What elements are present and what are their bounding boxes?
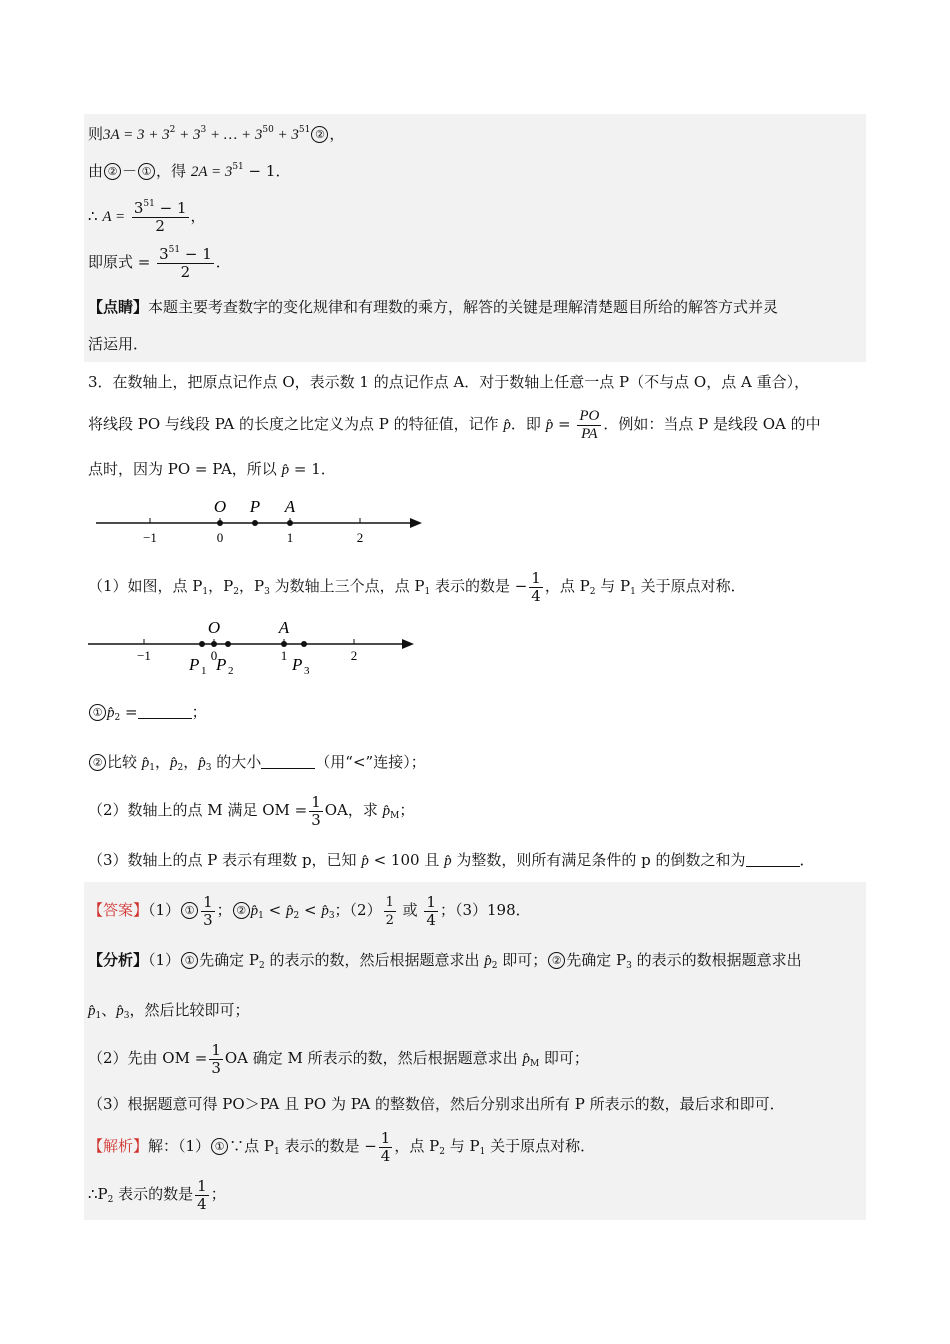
point-p xyxy=(252,520,258,526)
solution-line-3: ∴ A = $\frac{3^{51} - 1}{2}$ ， xyxy=(88,198,206,235)
problem3-para-1: 3．在数轴上，把原点记作点 O，表示数 1 的点记作点 A．对于数轴上任意一点 P（不与点 O，点 A 重合）， xyxy=(88,373,810,391)
label-p1-sub: 1 xyxy=(201,665,207,677)
label-p3-sub: 3 xyxy=(304,665,310,677)
analysis-line-3: （2）先由 OM = $\frac{1}{3}$ OA 确定 M 所表示的数，然后根据题意求出 $p̂_M$ 即可； xyxy=(88,1040,589,1077)
point-o xyxy=(217,520,223,526)
solution-top-block xyxy=(84,114,866,362)
answer-line: 【答案】（1） ① $\frac{1}{3}$ ； ② $p̂_1$ < $p̂_2$ < $p̂_3$；（2） $\frac{1}{2}$ 或 $\frac{1}{4}$ ；（3）198． xyxy=(88,892,531,929)
circle-mark-2: ② xyxy=(311,126,328,143)
tick-neg1: −1 xyxy=(143,530,157,545)
fraction: $\frac{3^{51} - 1}{2}$ xyxy=(133,198,187,235)
solution-line-1: 则$3A = 3 + 3^2 + 3^3$ + … + $3^{50} + 3^{51}$ ② ， xyxy=(88,125,345,143)
label-p1: P xyxy=(189,655,200,674)
analysis-line-2: $p̂_1$、$p̂_3$，然后比较即可； xyxy=(88,1001,250,1021)
solution-line-a: 【解析】解：（1） ① ∵点 $P_1$ 表示的数是 − $\frac{1}{4}$ ，点 $P_2$ 与 $P_1$ 关于原点对称． xyxy=(88,1128,596,1165)
analysis-line-4: （3）根据题意可得 PO＞PA 且 PO 为 PA 的整数倍，然后分别求出所有 P 所表示的数，最后求和即可． xyxy=(88,1095,785,1113)
question-2: ② 比较 $p̂_1$，$p̂_2$，$p̂_3$ 的大小 （用“<”连接）； xyxy=(88,752,426,773)
solution-line-4: 即原式 = $\frac{3^{51} - 1}{2}$ ． xyxy=(88,244,231,281)
solution-line-2: 由 ② － ① ，得 $2A = 3^{51} - 1$． xyxy=(88,162,291,180)
solution-line-b: $\therefore P_2$ 表示的数是 $\frac{1}{4}$ ； xyxy=(88,1176,226,1213)
tick-2: 2 xyxy=(350,648,358,663)
comment-line-1: 【点睛】本题主要考查数字的变化规律和有理数的乘方，解答的关键是理解清楚题目所给的解答方式并灵 xyxy=(88,298,779,316)
fraction-po-pa: $\frac{PO}{PA}$ xyxy=(579,407,600,442)
answer-blank-3[interactable] xyxy=(746,852,800,867)
point-p2 xyxy=(225,641,231,647)
label-a: A xyxy=(278,618,290,637)
label-p: P xyxy=(249,497,261,516)
tick-2: 2 xyxy=(356,530,364,545)
label-o: O xyxy=(213,497,227,516)
question-1: ① $p̂_2$ = ； xyxy=(88,702,207,723)
number-line-1 xyxy=(94,492,434,548)
point-p3 xyxy=(301,641,307,647)
tick-1: 1 xyxy=(286,530,294,545)
number-line-2 xyxy=(86,614,426,678)
point-o xyxy=(211,641,217,647)
answer-tag: 【答案】 xyxy=(88,901,149,919)
fraction: $\frac{3^{51} - 1}{2}$ xyxy=(159,244,212,281)
label-a: A xyxy=(284,497,296,516)
label-o: O xyxy=(207,618,221,637)
analysis-line-1: 【分析】（1） ① 先确定 $P_2$ 的表示的数，然后根据题意求出 $p̂_2$ 即可； ② 先确定 $P_3$ 的表示的数根据题意求出 xyxy=(88,951,802,971)
tick-0: 0 xyxy=(210,648,218,663)
sub-question-1: （1）如图，点 $P_1$，$P_2$，$P_3$ 为数轴上三个点，点 $P_1$ 表示的数是 − $\frac{1}{4}$ ，点 $P_2$ 与 $P_1$ 关于原点对称． xyxy=(88,568,746,605)
analysis-tag: 【分析】 xyxy=(88,951,149,969)
comment-line-2: 活运用． xyxy=(88,335,149,353)
sub-question-3: （3）数轴上的点 P 表示有理数 p，已知 p̂ < 100 且 p̂ 为整数，则所有满足条件的 p 的倒数之和为 ． xyxy=(88,851,815,869)
label-p3: P xyxy=(292,655,303,674)
point-p1 xyxy=(199,641,205,647)
sub-question-2: （2）数轴上的点 M 满足 OM = $\frac{1}{3}$ OA，求 $p̂_M$； xyxy=(88,792,415,829)
problem3-para-2: 将线段 PO 与线段 PA 的长度之比定义为点 P 的特征值，记作 p̂．即 p̂ = $\frac{PO}{PA}$ ．例如：当点 P 是线段 OA 的中 xyxy=(88,407,821,442)
tick-1: 1 xyxy=(280,648,288,663)
tick-0: 0 xyxy=(216,530,224,545)
point-a xyxy=(287,520,293,526)
answer-blank-2[interactable] xyxy=(261,754,315,769)
label-p2-sub: 2 xyxy=(228,665,234,677)
point-a xyxy=(281,641,287,647)
answer-blank-1[interactable] xyxy=(138,704,192,719)
tick-neg1: −1 xyxy=(137,648,151,663)
problem3-para-3: 点时，因为 PO = PA，所以 p̂ = 1． xyxy=(88,460,336,478)
label-p2: P xyxy=(216,655,227,674)
solution-tag: 【解析】 xyxy=(88,1137,149,1155)
